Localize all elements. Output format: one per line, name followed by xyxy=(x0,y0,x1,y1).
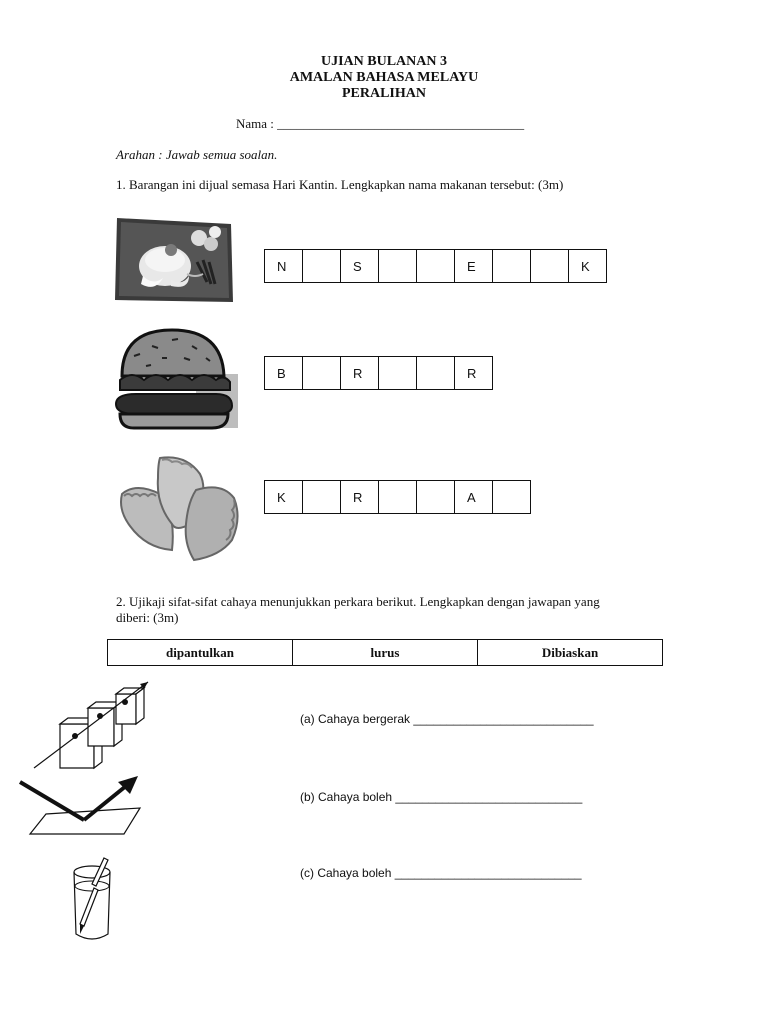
letter-box[interactable] xyxy=(303,249,341,283)
letter-box[interactable] xyxy=(417,480,455,514)
letter-box[interactable]: B xyxy=(265,356,303,390)
letter-box[interactable]: R xyxy=(341,480,379,514)
letter-box[interactable] xyxy=(531,249,569,283)
letter-box[interactable] xyxy=(417,249,455,283)
letter-box[interactable] xyxy=(303,480,341,514)
letter-box[interactable]: R xyxy=(341,356,379,390)
letter-box[interactable]: K xyxy=(569,249,607,283)
question-2b-line[interactable]: (b) Cahaya boleh ____________________________ xyxy=(300,790,583,804)
word-bank-table xyxy=(107,639,663,666)
letter-box[interactable] xyxy=(379,249,417,283)
letter-box[interactable] xyxy=(493,249,531,283)
title-line-3: PERALIHAN xyxy=(341,86,426,101)
question-2-text-line-2: diberi: (3m) xyxy=(116,610,179,625)
letter-box[interactable] xyxy=(303,356,341,390)
question-1-text: 1. Barangan ini dijual semasa Hari Kantin. Lengkapkan nama makanan tersebut: (3m) xyxy=(116,177,564,192)
burger-image xyxy=(112,326,242,437)
letter-box[interactable]: E xyxy=(455,249,493,283)
karipap-image xyxy=(116,454,244,569)
answer-grid-burger[interactable] xyxy=(264,356,493,390)
word-bank-item: lurus xyxy=(293,640,478,665)
nasi-lemak-image xyxy=(113,214,238,311)
question-2-text-line-1: 2. Ujikaji sifat-sifat cahaya menunjukkan perkara berikut. Lengkapkan dengan jawapan yang xyxy=(116,594,600,609)
letter-box[interactable]: R xyxy=(455,356,493,390)
pencil-in-glass-icon xyxy=(70,856,116,949)
name-field[interactable]: Nama : ______________________________________ xyxy=(236,116,525,131)
answer-grid-karipap[interactable] xyxy=(264,480,531,514)
instruction-text: Arahan : Jawab semua soalan. xyxy=(116,147,278,162)
question-2a-line[interactable]: (a) Cahaya bergerak ___________________________ xyxy=(300,712,594,726)
word-bank-item: Dibiaskan xyxy=(541,645,599,660)
letter-box[interactable]: A xyxy=(455,480,493,514)
answer-grid-nasi-lemak[interactable] xyxy=(264,249,607,283)
letter-box[interactable] xyxy=(379,480,417,514)
title-line-2: AMALAN BAHASA MELAYU xyxy=(289,70,479,85)
question-2c-line[interactable]: (c) Cahaya boleh ____________________________ xyxy=(300,866,582,880)
letter-box[interactable]: S xyxy=(341,249,379,283)
light-reflection-mirror-icon xyxy=(18,772,144,841)
letter-box[interactable]: N xyxy=(265,249,303,283)
letter-box[interactable] xyxy=(493,480,531,514)
letter-box[interactable] xyxy=(417,356,455,390)
title-line-1: UJIAN BULANAN 3 xyxy=(320,54,447,69)
letter-box[interactable]: K xyxy=(265,480,303,514)
letter-box[interactable] xyxy=(379,356,417,390)
word-bank-item: dipantulkan xyxy=(108,640,293,665)
light-straight-boxes-icon xyxy=(30,676,160,781)
